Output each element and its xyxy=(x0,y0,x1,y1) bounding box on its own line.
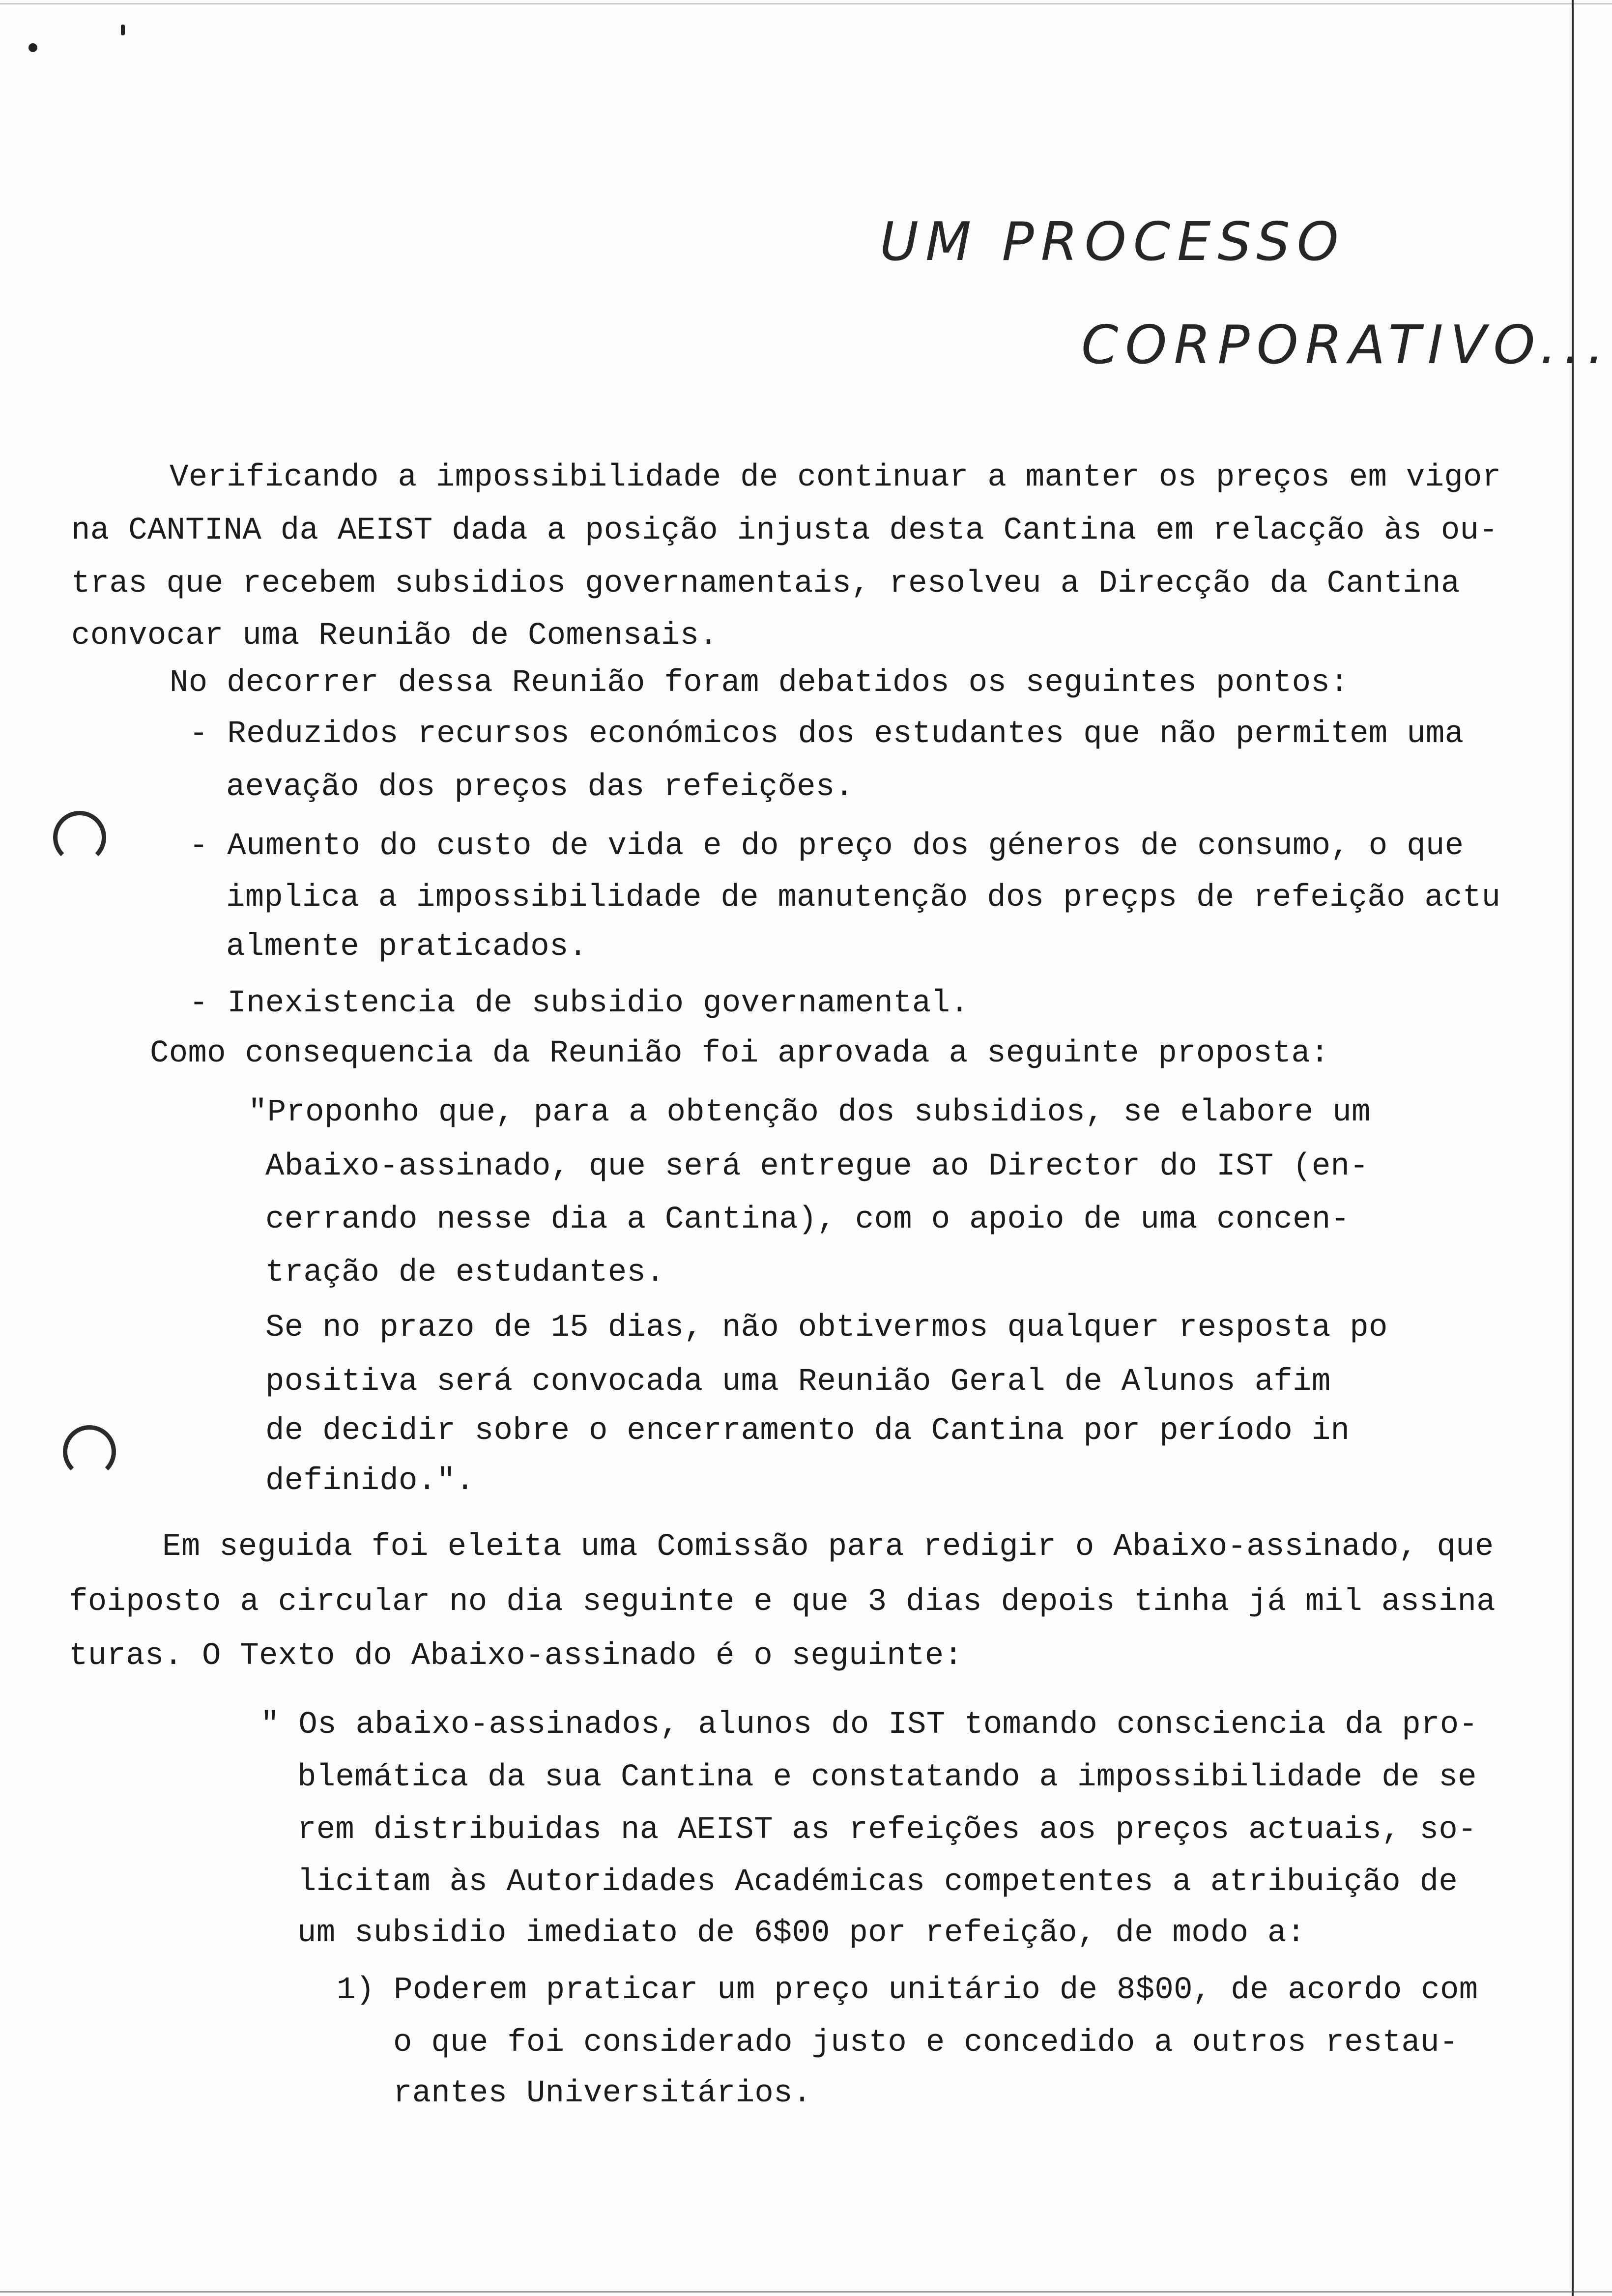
text-line: almente praticados. xyxy=(226,929,588,965)
punch-hole-mark xyxy=(63,1425,116,1478)
text-line: " Os abaixo-assinados, alunos do IST tomando consciencia da pro- xyxy=(260,1707,1478,1743)
text-line: tração de estudantes. xyxy=(265,1255,665,1291)
handwritten-title-line-1: UM PROCESSO xyxy=(880,211,1346,273)
text-line: Abaixo-assinado, que será entregue ao Director do IST (en- xyxy=(265,1149,1369,1184)
text-line: na CANTINA da AEIST dada a posição injusta desta Cantina em relacção às ou- xyxy=(71,513,1498,548)
text-line: de decidir sobre o encerramento da Cantina por período in xyxy=(265,1413,1350,1449)
scan-speck xyxy=(121,25,125,35)
text-line: um subsidio imediato de 6$00 por refeição, de modo a: xyxy=(297,1916,1306,1951)
text-line: - Reduzidos recursos económicos dos estudantes que não permitem uma xyxy=(189,717,1464,752)
text-line: "Proponho que, para a obtenção dos subsidios, se elabore um xyxy=(248,1095,1371,1130)
punch-hole-mark xyxy=(53,811,106,864)
text-line: convocar uma Reunião de Comensais. xyxy=(71,618,719,654)
text-line: aevação dos preços das refeições. xyxy=(226,770,854,805)
text-line: licitam às Autoridades Académicas competentes a atribuição de xyxy=(297,1865,1458,1900)
text-line: - Aumento do custo de vida e do preço dos géneros de consumo, o que xyxy=(189,829,1464,864)
text-line: tras que recebem subsidios governamentais, resolveu a Direcção da Cantina xyxy=(71,566,1460,602)
text-line: - Inexistencia de subsidio governamental. xyxy=(189,986,969,1021)
text-line: rem distribuidas na AEIST as refeições aos preços actuais, so- xyxy=(297,1812,1477,1848)
handwritten-title-line-2: CORPORATIVO... xyxy=(1081,315,1611,376)
text-line: No decorrer dessa Reunião foram debatidos os seguintes pontos: xyxy=(170,665,1349,701)
scan-edge-top xyxy=(0,3,1612,4)
text-line: rantes Universitários. xyxy=(393,2076,812,2111)
text-line: Em seguida foi eleita uma Comissão para redigir o Abaixo-assinado, que xyxy=(162,1529,1494,1565)
text-line: turas. O Texto do Abaixo-assinado é o seguinte: xyxy=(69,1638,963,1674)
text-line: Verificando a impossibilidade de continuar a manter os preços em vigor xyxy=(170,460,1501,495)
text-line: implica a impossibilidade de manutenção dos preçps de refeição actu xyxy=(226,880,1501,916)
text-line: foiposto a circular no dia seguinte e que 3 dias depois tinha já mil assina xyxy=(69,1584,1496,1620)
text-line: 1) Poderem praticar um preço unitário de 8$00, de acordo com xyxy=(337,1973,1478,2008)
text-line: positiva será convocada uma Reunião Geral de Alunos afim xyxy=(265,1364,1331,1400)
text-line: cerrando nesse dia a Cantina), com o apoio de uma concen- xyxy=(265,1202,1350,1237)
text-line: Como consequencia da Reunião foi aprovada a seguinte proposta: xyxy=(150,1036,1329,1071)
text-line: blemática da sua Cantina e constatando a impossibilidade de se xyxy=(297,1760,1477,1795)
scan-edge-bottom xyxy=(0,2291,1612,2293)
text-line: definido.". xyxy=(265,1464,475,1499)
text-line: Se no prazo de 15 dias, não obtivermos qualquer resposta po xyxy=(265,1310,1388,1346)
text-line: o que foi considerado justo e concedido a outros restau- xyxy=(393,2025,1459,2061)
scan-speck xyxy=(29,43,37,52)
